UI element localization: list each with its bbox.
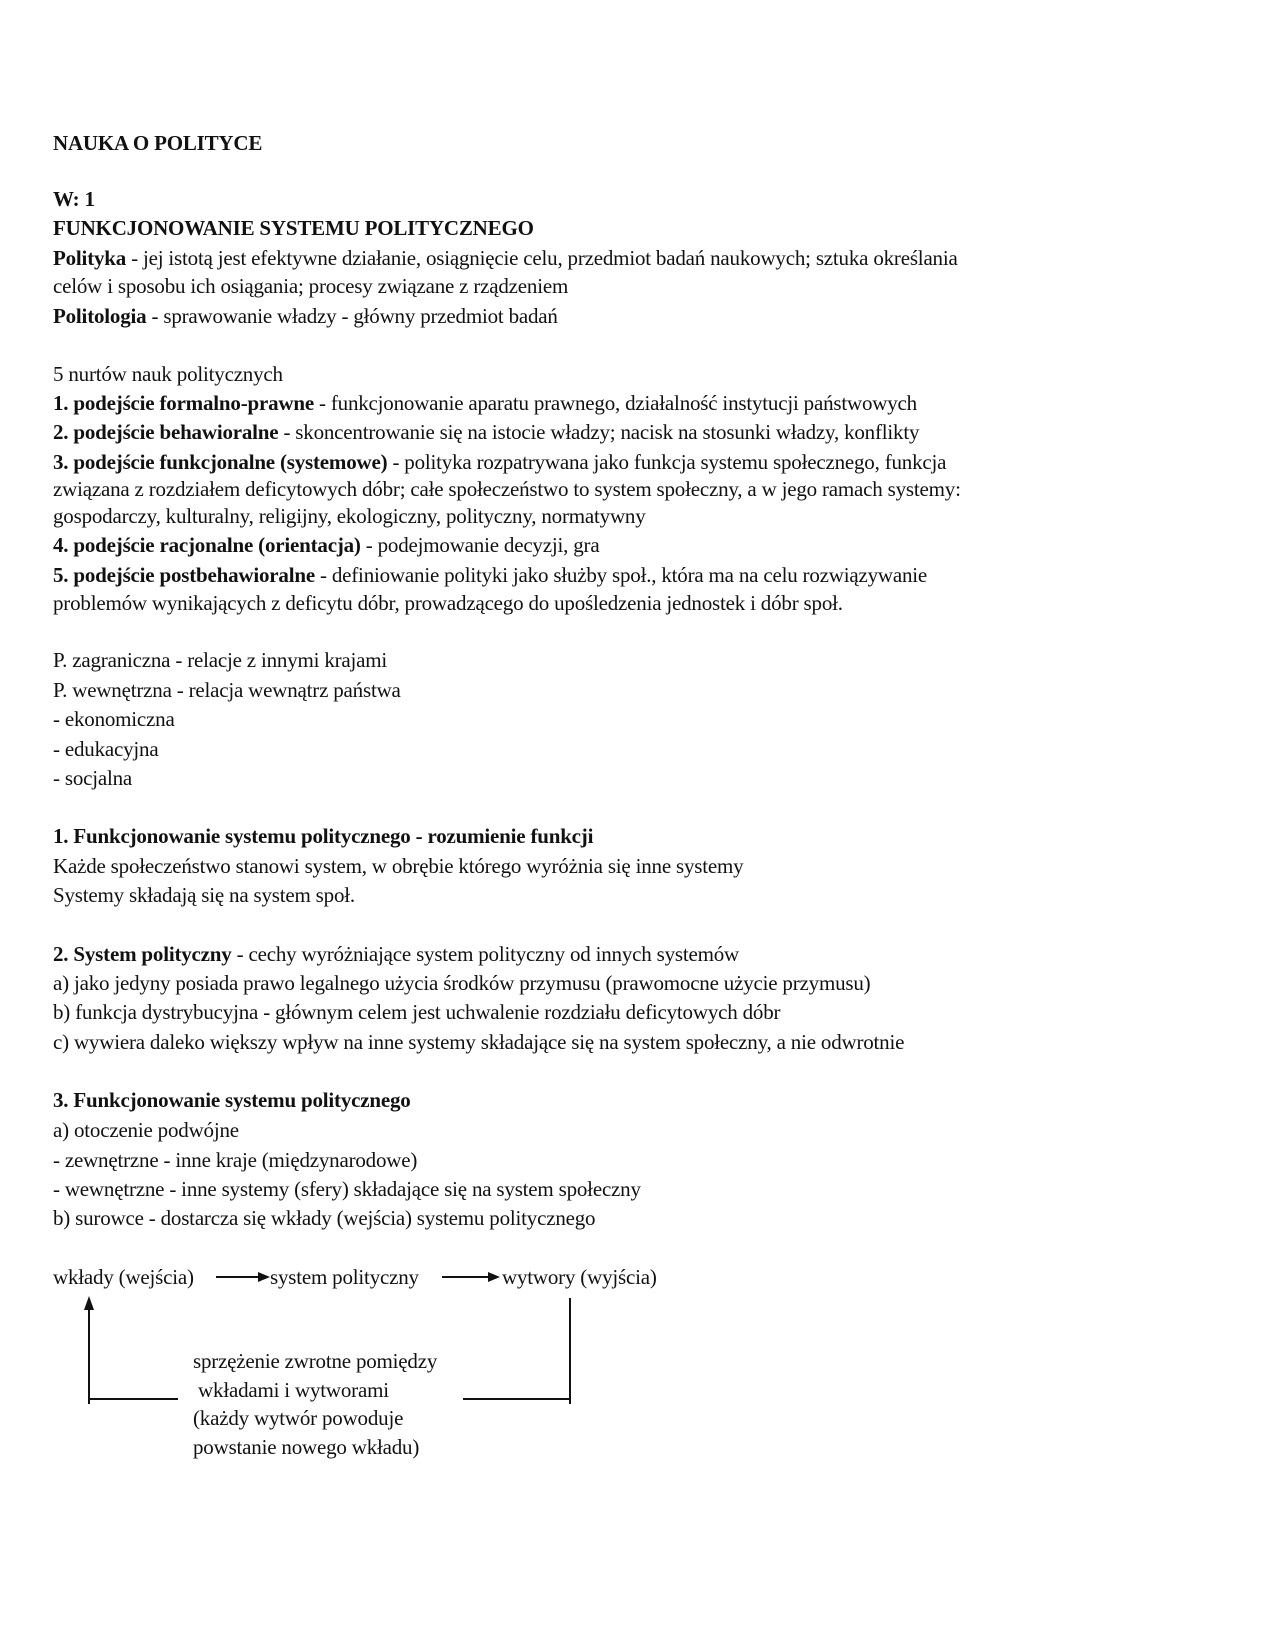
text-segment: Każde społeczeństwo stanowi system, w obrębie którego wyróżnia się inne systemy bbox=[53, 854, 744, 878]
text-segment: celów i sposobu ich osiągania; procesy związane z rządzeniem bbox=[53, 274, 569, 298]
feedback-label-2: wkładami i wytworami bbox=[193, 1378, 389, 1402]
text-segment: P. zagraniczna - relacje z innymi krajami bbox=[53, 648, 388, 672]
text-segment: - sprawowanie władzy - główny przedmiot badań bbox=[146, 304, 558, 328]
text-segment: a) jako jedyny posiada prawo legalnego użycia środków przymusu (prawomocne użycie przymusu) bbox=[53, 971, 871, 995]
diagram-inputs: wkłady (wejścia) bbox=[53, 1265, 194, 1289]
text-segment: a) otoczenie podwójne bbox=[53, 1118, 239, 1142]
bold-term: 3. podejście funkcjonalne (systemowe) bbox=[53, 450, 388, 474]
arrowhead-up-icon bbox=[84, 1296, 94, 1310]
text-segment: Systemy składają się na system społ. bbox=[53, 883, 355, 907]
diagram-outputs: wytwory (wyjścia) bbox=[502, 1265, 657, 1289]
text-segment: - jej istotą jest efektywne działanie, osiągnięcie celu, przedmiot badań naukowych; sztuka określania bbox=[126, 246, 958, 270]
text-segment: P. wewnętrzna - relacja wewnątrz państwa bbox=[53, 678, 401, 702]
feedback-label-3: (każdy wytwór powoduje bbox=[193, 1406, 404, 1430]
diagram-system: system polityczny bbox=[270, 1265, 419, 1289]
bold-term: 2. podejście behawioralne bbox=[53, 420, 279, 444]
text-segment: b) surowce - dostarcza się wkłady (wejścia) systemu politycznego bbox=[53, 1206, 596, 1230]
text-segment: - socjalna bbox=[53, 766, 133, 790]
text-segment: - zewnętrzne - inne kraje (międzynarodowe) bbox=[53, 1148, 418, 1172]
text-segment: gospodarczy, kulturalny, religijny, ekologiczny, polityczny, normatywny bbox=[53, 504, 646, 528]
bold-term: Politologia bbox=[53, 304, 147, 328]
text-segment: - podejmowanie decyzji, gra bbox=[360, 533, 600, 557]
bold-term: 3. Funkcjonowanie systemu politycznego bbox=[53, 1088, 411, 1112]
text-segment: - definiowanie polityki jako służby społ., która ma na celu rozwiązywanie bbox=[314, 563, 928, 587]
text-segment: problemów wynikających z deficytu dóbr, prowadzącego do upośledzenia jednostek i dóbr społ. bbox=[53, 591, 843, 615]
text-segment: b) funkcja dystrybucyjna - głównym celem jest uchwalenie rozdziału deficytowych dóbr bbox=[53, 1000, 781, 1024]
text-segment: 5 nurtów nauk politycznych bbox=[53, 362, 283, 386]
arrowhead-icon bbox=[488, 1272, 500, 1282]
bold-term: 2. System polityczny bbox=[53, 942, 232, 966]
text-segment: c) wywiera daleko większy wpływ na inne systemy składające się na system społeczny, a nie odwrotnie bbox=[53, 1030, 905, 1054]
bold-term: W: 1 bbox=[53, 187, 95, 211]
text-segment: - ekonomiczna bbox=[53, 707, 175, 731]
text-segment: - cechy wyróżniające system polityczny od innych systemów bbox=[231, 942, 740, 966]
feedback-label-1: sprzężenie zwrotne pomiędzy bbox=[193, 1349, 438, 1373]
text-segment: związana z rozdziałem deficytowych dóbr; całe społeczeństwo to system społeczny, a w jego ramach systemy: bbox=[53, 477, 961, 501]
bold-term: NAUKA O POLITYCE bbox=[53, 131, 263, 155]
bold-term: Polityka bbox=[53, 246, 127, 270]
bold-term: 1. podejście formalno-prawne bbox=[53, 391, 314, 415]
arrowhead-icon bbox=[258, 1272, 270, 1282]
text-segment: - skoncentrowanie się na istocie władzy; nacisk na stosunki władzy, konflikty bbox=[278, 420, 920, 444]
text-segment: - edukacyjna bbox=[53, 737, 159, 761]
text-segment: - funkcjonowanie aparatu prawnego, działalność instytucji państwowych bbox=[313, 391, 917, 415]
bold-term: FUNKCJONOWANIE SYSTEMU POLITYCZNEGO bbox=[53, 216, 534, 240]
bold-term: 5. podejście postbehawioralne bbox=[53, 563, 315, 587]
text-segment: - polityka rozpatrywana jako funkcja systemu społecznego, funkcja bbox=[387, 450, 947, 474]
feedback-label-4: powstanie nowego wkładu) bbox=[193, 1435, 420, 1459]
text-segment: - wewnętrzne - inne systemy (sfery) składające się na system społeczny bbox=[53, 1177, 641, 1201]
bold-term: 1. Funkcjonowanie systemu politycznego - rozumienie funkcji bbox=[53, 824, 594, 848]
bold-term: 4. podejście racjonalne (orientacja) bbox=[53, 533, 361, 557]
